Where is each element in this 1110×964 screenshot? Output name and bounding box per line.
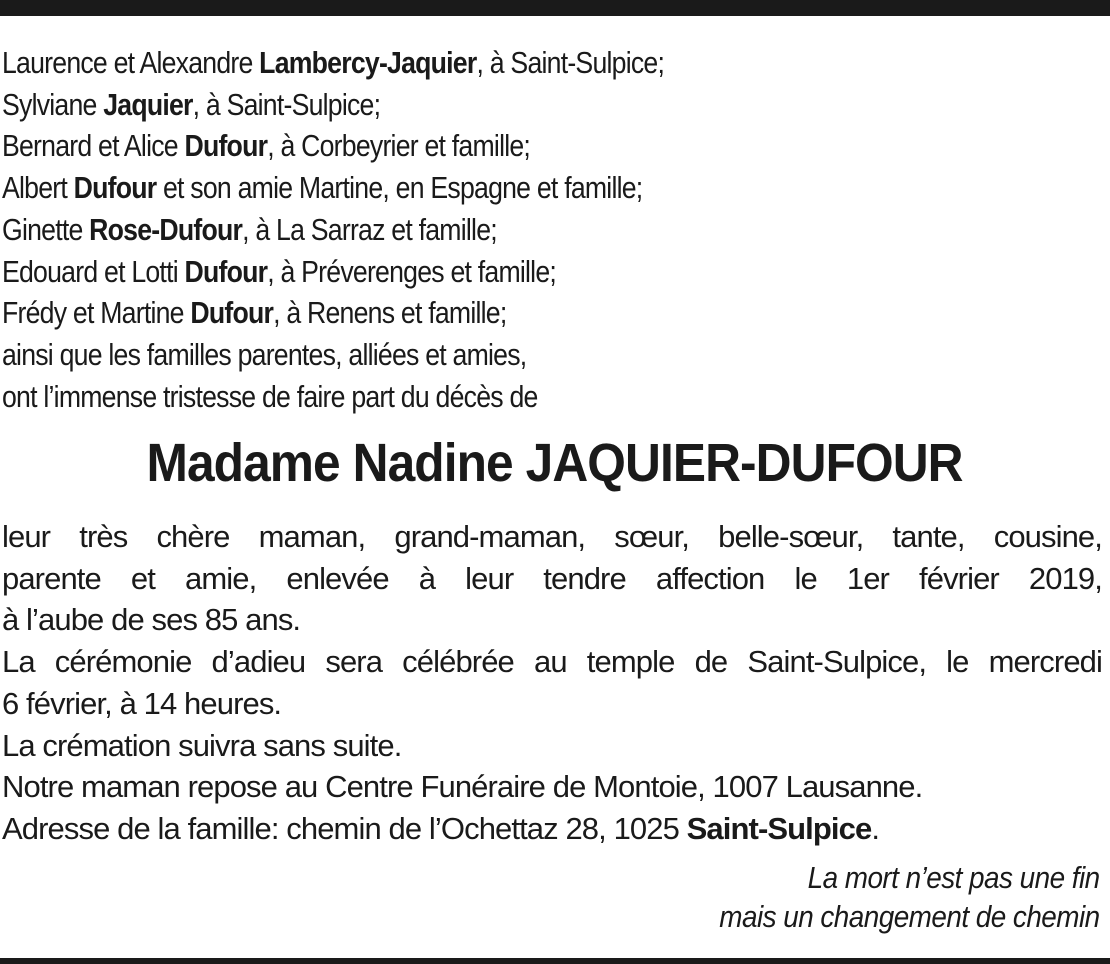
- intro-line: ont l’immense tristesse de faire part du décès de: [2, 378, 538, 414]
- quote-line: mais un changement de chemin: [719, 899, 1100, 934]
- body-line: Notre maman repose au Centre Funéraire de Montoie, 1007 Lausanne.: [2, 769, 923, 805]
- deceased-name: Madame Nadine JAQUIER-DUFOUR: [146, 433, 964, 493]
- family-surname: Jaquier: [103, 86, 193, 122]
- body-line: 6 février, à 14 heures.: [2, 685, 282, 721]
- quote-line: La mort n’est pas une fin: [807, 860, 1100, 895]
- top-rule: [0, 0, 1110, 16]
- body-line: La cérémonie d’adieu sera célébrée au temple de Saint-Sulpice, le mercredi: [2, 644, 1102, 680]
- family-surname: Dufour: [184, 253, 268, 289]
- family-surname: Dufour: [184, 128, 268, 164]
- family-line: Edouard et Lotti Dufour, à Préverenges et famille;: [2, 253, 557, 289]
- body-line: à l’aube de ses 85 ans.: [2, 602, 301, 638]
- intro-line: ainsi que les familles parentes, alliées et amies,: [2, 336, 527, 372]
- closing-quote: [677, 858, 1100, 936]
- family-line: Ginette Rose-Dufour, à La Sarraz et famille;: [2, 211, 497, 247]
- family-surname: Rose-Dufour: [89, 211, 243, 247]
- family-address: Adresse de la famille: chemin de l’Ochettaz 28, 1025 Saint-Sulpice.: [2, 810, 880, 846]
- family-line: Albert Dufour et son amie Martine, en Espagne et famille;: [2, 170, 643, 206]
- body-line: leur très chère maman, grand-maman, sœur, belle-sœur, tante, cousine,: [2, 519, 1102, 554]
- family-line: Bernard et Alice Dufour, à Corbeyrier et famille;: [2, 128, 531, 164]
- bottom-rule: [0, 958, 1110, 964]
- address-town: Saint-Sulpice: [686, 810, 872, 846]
- family-surname: Lambercy-Jaquier: [259, 45, 477, 80]
- family-surname: Dufour: [190, 295, 274, 331]
- family-line: Frédy et Martine Dufour, à Renens et famille;: [2, 295, 507, 331]
- body-line: parente et amie, enlevée à leur tendre affection le 1er février 2019,: [2, 560, 1102, 596]
- family-line: Sylviane Jaquier, à Saint-Sulpice;: [2, 86, 381, 122]
- family-line: Laurence et Alexandre Lambercy-Jaquier, à Saint-Sulpice;: [2, 45, 665, 80]
- body-line: La crémation suivra sans suite.: [2, 727, 402, 763]
- notice-body: [2, 516, 1102, 850]
- family-list: [2, 42, 1102, 417]
- family-surname: Dufour: [73, 170, 157, 206]
